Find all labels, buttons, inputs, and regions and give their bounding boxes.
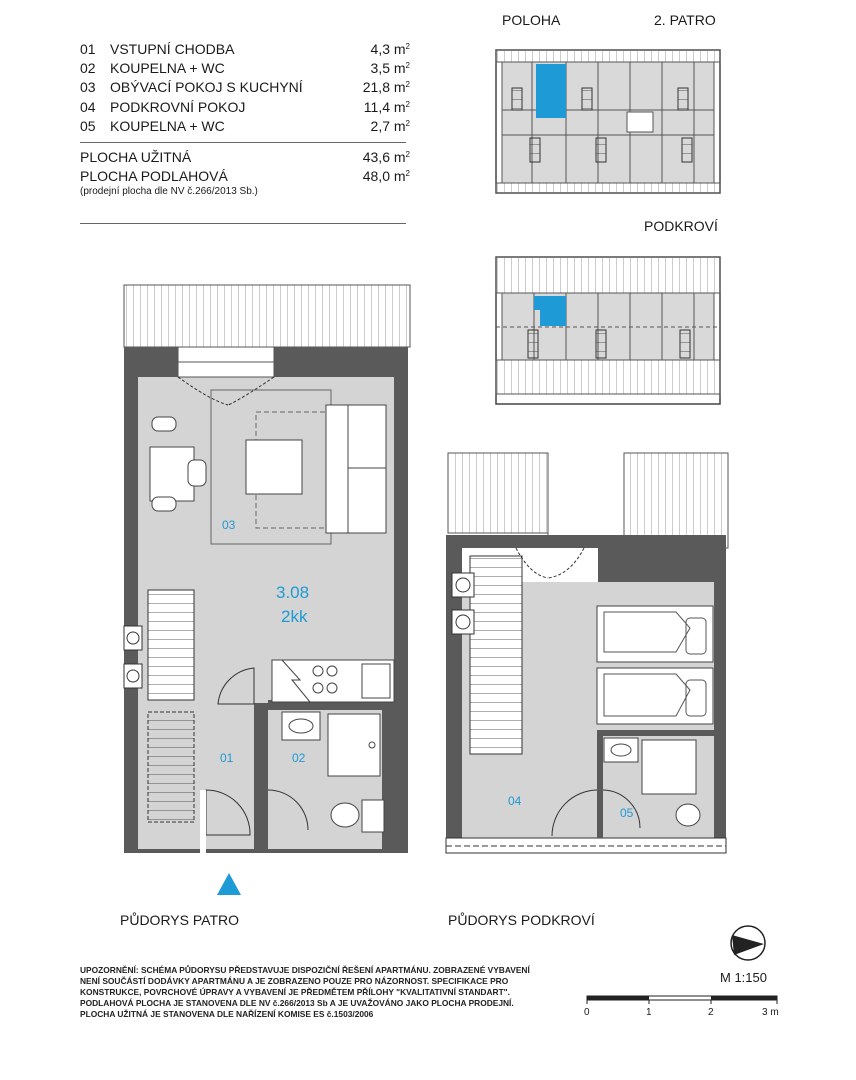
scale-tick-0: 0 (584, 1007, 590, 1018)
attic-plan-title: PŮDORYS PODKROVÍ (448, 912, 595, 928)
floor-plan-title: PŮDORYS PATRO (120, 912, 240, 928)
scale-tick-2: 2 (708, 1007, 714, 1018)
scale-bar (587, 996, 777, 1004)
unit-highlight-attic (540, 296, 566, 326)
key-plan-attic (496, 257, 720, 404)
unit-highlight-floor (536, 64, 566, 118)
unit-type: 2kk (281, 607, 308, 626)
room-label-04: 04 (508, 794, 522, 808)
room-row: 02 KOUPELNA + WC 3,5 $m^2$ (80, 60, 410, 77)
floor-plan-podkrovi (446, 453, 728, 853)
key-plan-floor (496, 50, 720, 193)
floor-label: 2. PATRO (654, 12, 716, 28)
scale-label: M 1:150 (720, 970, 767, 985)
room-row: 03 OBÝVACÍ POKOJ S KUCHYNÍ 21,8 $m^2$ (80, 79, 410, 96)
unit-number: 3.08 (276, 583, 310, 602)
scale-tick-1: 1 (646, 1007, 652, 1018)
room-label-02: 02 (292, 751, 306, 765)
north-arrow (731, 926, 765, 960)
floor-plan-patro (124, 285, 410, 895)
location-title: POLOHA (502, 12, 561, 28)
room-label-03: 03 (222, 518, 236, 532)
room-row: 04 PODKROVNÍ POKOJ 11,4 $m^2$ (80, 98, 410, 115)
disclaimer: UPOZORNĚNÍ: SCHÉMA PŮDORYSU PŘEDSTAVUJE DISPOZIČNÍ ŘEŠENÍ APARTMÁNU. ZOBRAZENÉ VYBAVENÍ NENÍ SOUČÁSTÍ DODÁVKY APARTMÁNU A JE ZOBRAZENO POUZE PRO NÁZORNOST. SPECIFIKACE PRO KONSTRUKCE, POVRCHOVÉ ÚPRAVY A VYBAVENÍ JE PŘEDMĚTEM PŘÍLOHY "KVALITATIVNÍ STANDART". PODLAHOVÁ PLOCHA JE STANOVENA DLE NV č.266/2013 Sb A JE UVAŽOVÁNO JAKO PLOCHA PRODEJNÍ. PLOCHA UŽITNÁ JE STANOVENA DLE NAŘÍZENÍ KOMISE ES č.1503/2006 (80, 965, 530, 1019)
room-row: 01 VSTUPNÍ CHODBA 4,3 $m^2$ (80, 41, 410, 57)
room-row: 05 KOUPELNA + WC 2,7 $m^2$ (80, 117, 410, 134)
room-label-01: 01 (220, 751, 234, 765)
attic-label: PODKROVÍ (644, 218, 718, 234)
room-label-05: 05 (620, 806, 634, 820)
entrance-arrow (217, 873, 241, 895)
area-note: (prodejní plocha dle NV č.266/2013 Sb.) (80, 186, 258, 197)
scale-tick-3: 3 m (762, 1007, 779, 1018)
totals: PLOCHA UŽITNÁ 43,6 $m^2$ PLOCHA PODLAHOVÁ 48,0 $m^2$ (prodejní plocha dle NV č.266/2013 Sb.) (80, 149, 410, 197)
